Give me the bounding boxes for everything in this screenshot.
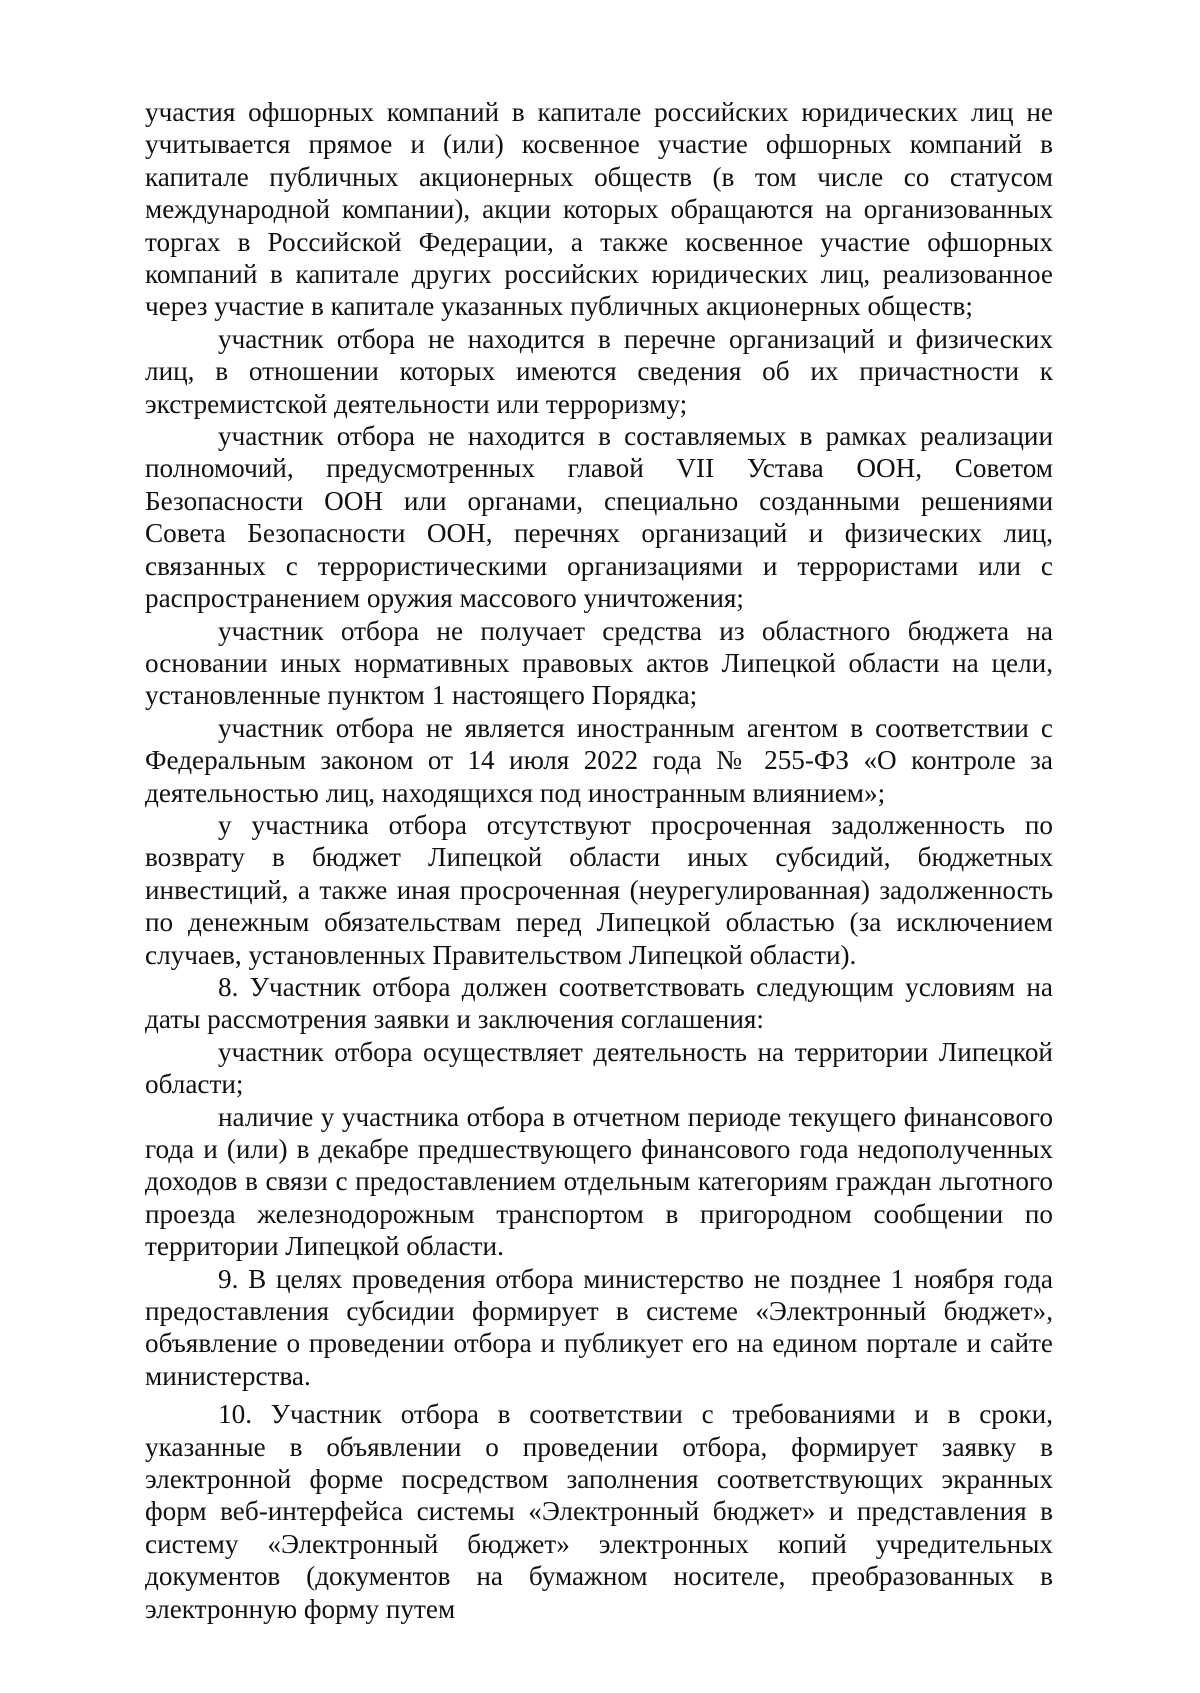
paragraph-activity-territory: участник отбора осуществляет деятельность на территории Липецкой области; — [145, 1036, 1053, 1100]
paragraph-extremism-list: участник отбора не находится в перечне организаций и физических лиц, в отношении которых имеются сведения об их причастности к экстремистской деятельности или терроризму; — [145, 323, 1053, 419]
paragraph-item-10: 10. Участник отбора в соответствии с требованиями и в сроки, указанные в объявлении о проведении отбора, формирует заявку в электронной форме посредством заполнения соответствующих экранных форм веб-интерфейса системы «Электронный бюджет» и представления в систему «Электронный бюджет» электронных копий учредительных документов (документов на бумажном носителе, преобразованных в электронную форму путем — [145, 1399, 1053, 1624]
paragraph-offshore-participation: участия офшорных компаний в капитале российских юридических лиц не учитывается прямое и (или) косвенное участие офшорных компаний в капитале публичных акционерных обществ (в том числе со статусом международной компании), акции которых обращаются на организованных торгах в Российской Федерации, а также косвенное участие офшорных компаний в капитале других российских юридических лиц, реализованное через участие в капитале указанных публичных акционерных обществ; — [145, 97, 1053, 322]
paragraph-no-overdue-debt: у участника отбора отсутствуют просроченная задолженность по возврату в бюджет Липецкой области иных субсидий, бюджетных инвестиций, а также иная просроченная (неурегулированная) задолженность по денежным обязательствам перед Липецкой областью (за исключением случаев, установленных Правительством Липецкой области). — [145, 809, 1053, 970]
paragraph-no-other-budget-funds: участник отбора не получает средства из областного бюджета на основании иных нормативных правовых актов Липецкой области на цели, установленные пунктом 1 настоящего Порядка; — [145, 615, 1053, 711]
paragraph-un-sanctions-list: участник отбора не находится в составляемых в рамках реализации полномочий, предусмотренных главой VII Устава ООН, Советом Безопасности ООН или органами, специально созданными решениями Совета Безопасности ООН, перечнях организаций и физических лиц, связанных с террористическими организациями и террористами или с распространением оружия массового уничтожения; — [145, 421, 1053, 614]
document-page — [145, 96, 1053, 1625]
paragraph-item-8: 8. Участник отбора должен соответствовать следующим условиям на даты рассмотрения заявки и заключения соглашения: — [145, 971, 1053, 1035]
paragraph-item-9: 9. В целях проведения отбора министерство не позднее 1 ноября года предоставления субсидии формирует в системе «Электронный бюджет», объявление о проведении отбора и публикует его на едином портале и сайте министерства. — [145, 1263, 1053, 1391]
paragraph-not-foreign-agent: участник отбора не является иностранным агентом в соответствии с Федеральным законом от 14 июля 2022 года № 255-ФЗ «О контроле за деятельностью лиц, находящихся под иностранным влиянием»; — [145, 712, 1053, 808]
paragraph-lost-income: наличие у участника отбора в отчетном периоде текущего финансового года и (или) в декабре предшествующего финансового года недополученных доходов в связи с предоставлением отдельным категориям граждан льготного проезда железнодорожным транспортом в пригородном сообщении по территории Липецкой области. — [145, 1101, 1053, 1262]
